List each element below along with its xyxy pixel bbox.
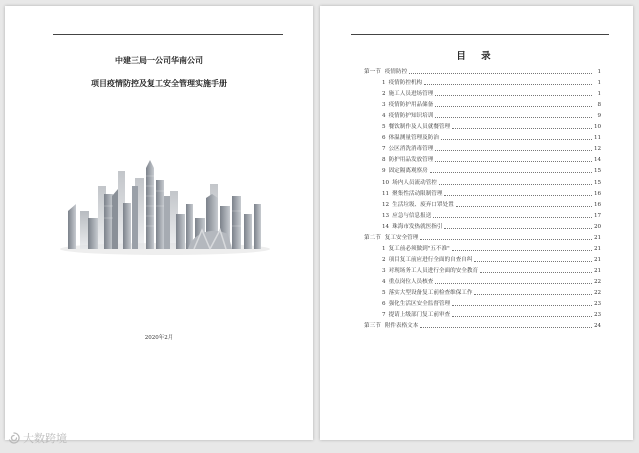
- toc-entry-number: 6: [382, 301, 386, 308]
- toc-page-number: 12: [594, 146, 602, 153]
- toc-entry-title: 附件表格文本: [384, 323, 419, 330]
- toc-entry-number: 6: [382, 135, 386, 142]
- toc-entry-title: 疫情防护知识培训: [388, 113, 434, 120]
- toc-entry[interactable]: [364, 119, 601, 130]
- toc-page-number: 9: [597, 113, 601, 120]
- toc-dot-leader: [433, 217, 592, 218]
- toc-entry[interactable]: [364, 152, 601, 163]
- toc-entry-number: 4: [382, 278, 386, 285]
- toc-entry-number: 8: [382, 157, 386, 164]
- toc-entry[interactable]: [364, 208, 601, 219]
- toc-entry-title: 疫情防控: [384, 69, 408, 76]
- cover-document-title: 项目疫情防控及复工安全管理实施手册: [91, 78, 227, 88]
- city-skyline-illustration: [60, 156, 270, 256]
- toc-page-number: 21: [594, 245, 602, 252]
- toc-dot-leader: [435, 117, 592, 118]
- toc-page-number: 22: [594, 289, 602, 296]
- toc-dot-leader: [420, 239, 592, 240]
- toc-page-number: 1: [597, 80, 601, 87]
- toc-entry-title: 聚集性活动限制管理: [392, 190, 443, 197]
- toc-dot-leader: [435, 161, 592, 162]
- toc-entry[interactable]: [364, 219, 601, 230]
- toc-dot-leader: [444, 195, 592, 196]
- toc-dot-leader: [456, 206, 592, 207]
- toc-dot-leader: [409, 73, 592, 74]
- toc-dot-leader: [435, 95, 592, 96]
- toc-entry-number: 7: [382, 146, 386, 153]
- toc-entry-number: 7: [382, 312, 386, 319]
- toc-entry-title: 生活垃圾、废弃口罩处置: [392, 201, 454, 208]
- watermark: [8, 430, 67, 446]
- toc-entry-number: 3: [382, 102, 386, 109]
- toc-entry-number: 12: [382, 201, 390, 208]
- toc-page-number: 10: [594, 124, 602, 131]
- toc-dot-leader: [444, 228, 592, 229]
- toc-dot-leader: [435, 283, 592, 284]
- toc-entry-number: 9: [382, 168, 386, 175]
- toc-list: [364, 64, 601, 329]
- toc-dot-leader: [420, 327, 592, 328]
- toc-entry-title: 复工前必须做到"五不准": [388, 245, 450, 252]
- toc-entry-title: 提请上级部门复工前审查: [388, 312, 451, 319]
- toc-dot-leader: [452, 128, 592, 129]
- toc-entry[interactable]: [364, 75, 601, 86]
- toc-page-number: 22: [594, 278, 602, 285]
- toc-page-number: 21: [594, 234, 602, 241]
- toc-entry-title: 餐饮制作及人员就餐管理: [388, 124, 451, 131]
- toc-entry-number: 第三节: [364, 323, 381, 330]
- toc-section-entry[interactable]: [364, 318, 601, 329]
- toc-page-number: 16: [594, 201, 602, 208]
- toc-page-number: 23: [594, 301, 602, 308]
- toc-dot-leader: [474, 294, 592, 295]
- toc-entry-number: 13: [382, 212, 390, 219]
- toc-page-number: 14: [594, 157, 602, 164]
- toc-entry[interactable]: [364, 296, 601, 307]
- toc-entry[interactable]: [364, 241, 601, 252]
- toc-dot-leader: [430, 172, 592, 173]
- toc-entry-number: 14: [382, 223, 390, 230]
- toc-page-number: 21: [594, 267, 602, 274]
- toc-entry-number: 第一节: [364, 69, 381, 76]
- toc-entry[interactable]: [364, 174, 601, 185]
- toc-entry[interactable]: [364, 130, 601, 141]
- toc-entry[interactable]: [364, 263, 601, 274]
- toc-entry-title: 对现场务工人员进行全面的安全教育: [388, 267, 479, 274]
- toc-page-number: 15: [594, 179, 602, 186]
- toc-page-number: 21: [594, 256, 602, 263]
- toc-dot-leader: [435, 106, 592, 107]
- toc-dot-leader: [441, 139, 592, 140]
- toc-heading: 目 录: [456, 51, 497, 62]
- toc-entry[interactable]: [364, 141, 601, 152]
- toc-entry-title: 防护用品发放管理: [388, 157, 434, 164]
- toc-page-number: 15: [594, 168, 602, 175]
- watermark-text: 大数跨境: [23, 432, 67, 445]
- cover-company-name: 中建三局一公司华南公司: [115, 55, 203, 65]
- toc-page-number: 20: [594, 223, 602, 230]
- toc-top-rule: [351, 34, 609, 35]
- toc-entry-number: 1: [382, 245, 386, 252]
- toc-entry-title: 复工安全管理: [384, 234, 419, 241]
- toc-page-number: 8: [597, 102, 601, 109]
- toc-entry-title: 强化生活区安全监督管理: [388, 301, 451, 308]
- toc-page-number: 17: [594, 212, 602, 219]
- toc-page-number: 11: [594, 135, 602, 142]
- toc-dot-leader: [435, 150, 592, 151]
- toc-page-number: 24: [594, 323, 602, 330]
- toc-entry-title: 应急与信息报送: [392, 212, 432, 219]
- toc-entry[interactable]: [364, 252, 601, 263]
- toc-dot-leader: [452, 250, 592, 251]
- toc-entry-number: 4: [382, 113, 386, 120]
- toc-entry-number: 1: [382, 80, 386, 87]
- toc-dot-leader: [452, 305, 592, 306]
- toc-page-number: 1: [597, 69, 601, 76]
- toc-entry[interactable]: [364, 86, 601, 97]
- cover-top-rule: [53, 34, 283, 35]
- toc-entry[interactable]: [364, 307, 601, 318]
- toc-page: [320, 6, 633, 440]
- toc-entry-title: 公区消洗消毒管理: [388, 146, 434, 153]
- toc-page-number: 23: [594, 312, 602, 319]
- toc-entry-title: 重点岗位人员核查: [388, 278, 434, 285]
- toc-entry-number: 2: [382, 256, 386, 263]
- cover-page: [5, 6, 313, 440]
- toc-section-entry[interactable]: [364, 230, 601, 241]
- toc-entry-title: 落实大型设备复工前检查维保工作: [388, 289, 473, 296]
- toc-entry-title: 施工人员进场管理: [388, 91, 434, 98]
- toc-entry-number: 11: [382, 190, 390, 197]
- toc-entry-number: 3: [382, 267, 386, 274]
- toc-dot-leader: [424, 84, 592, 85]
- toc-entry-title: 项目复工前应进行全面的自查自纠: [388, 256, 473, 263]
- toc-entry[interactable]: [364, 197, 601, 208]
- toc-dot-leader: [480, 272, 592, 273]
- toc-entry-number: 10: [382, 179, 390, 186]
- toc-entry[interactable]: [364, 163, 601, 174]
- toc-entry-number: 5: [382, 289, 386, 296]
- toc-dot-leader: [439, 184, 592, 185]
- toc-page-number: 1: [597, 91, 601, 98]
- toc-entry-number: 2: [382, 91, 386, 98]
- toc-entry[interactable]: [364, 186, 601, 197]
- toc-entry-number: 5: [382, 124, 386, 131]
- toc-dot-leader: [474, 261, 592, 262]
- toc-entry[interactable]: [364, 274, 601, 285]
- toc-entry[interactable]: [364, 97, 601, 108]
- toc-entry-number: 第二节: [364, 234, 381, 241]
- toc-dot-leader: [452, 316, 592, 317]
- cover-date: 2020年2月: [144, 335, 174, 341]
- toc-entry-title: 体温测量管理及防治: [388, 135, 439, 142]
- toc-entry[interactable]: [364, 108, 601, 119]
- toc-entry-title: 固定隔离观察房: [388, 168, 428, 175]
- toc-entry-title: 场内人员流动管控: [392, 179, 437, 186]
- swirl-logo-icon: [8, 432, 20, 444]
- toc-entry-title: 疫情防护用品储备: [388, 102, 434, 109]
- toc-section-entry[interactable]: [364, 64, 601, 75]
- toc-entry-title: 珠海市发热就医指引: [392, 223, 443, 230]
- toc-entry-title: 疫情防控机构: [388, 80, 423, 87]
- toc-page-number: 16: [594, 190, 602, 197]
- toc-entry[interactable]: [364, 285, 601, 296]
